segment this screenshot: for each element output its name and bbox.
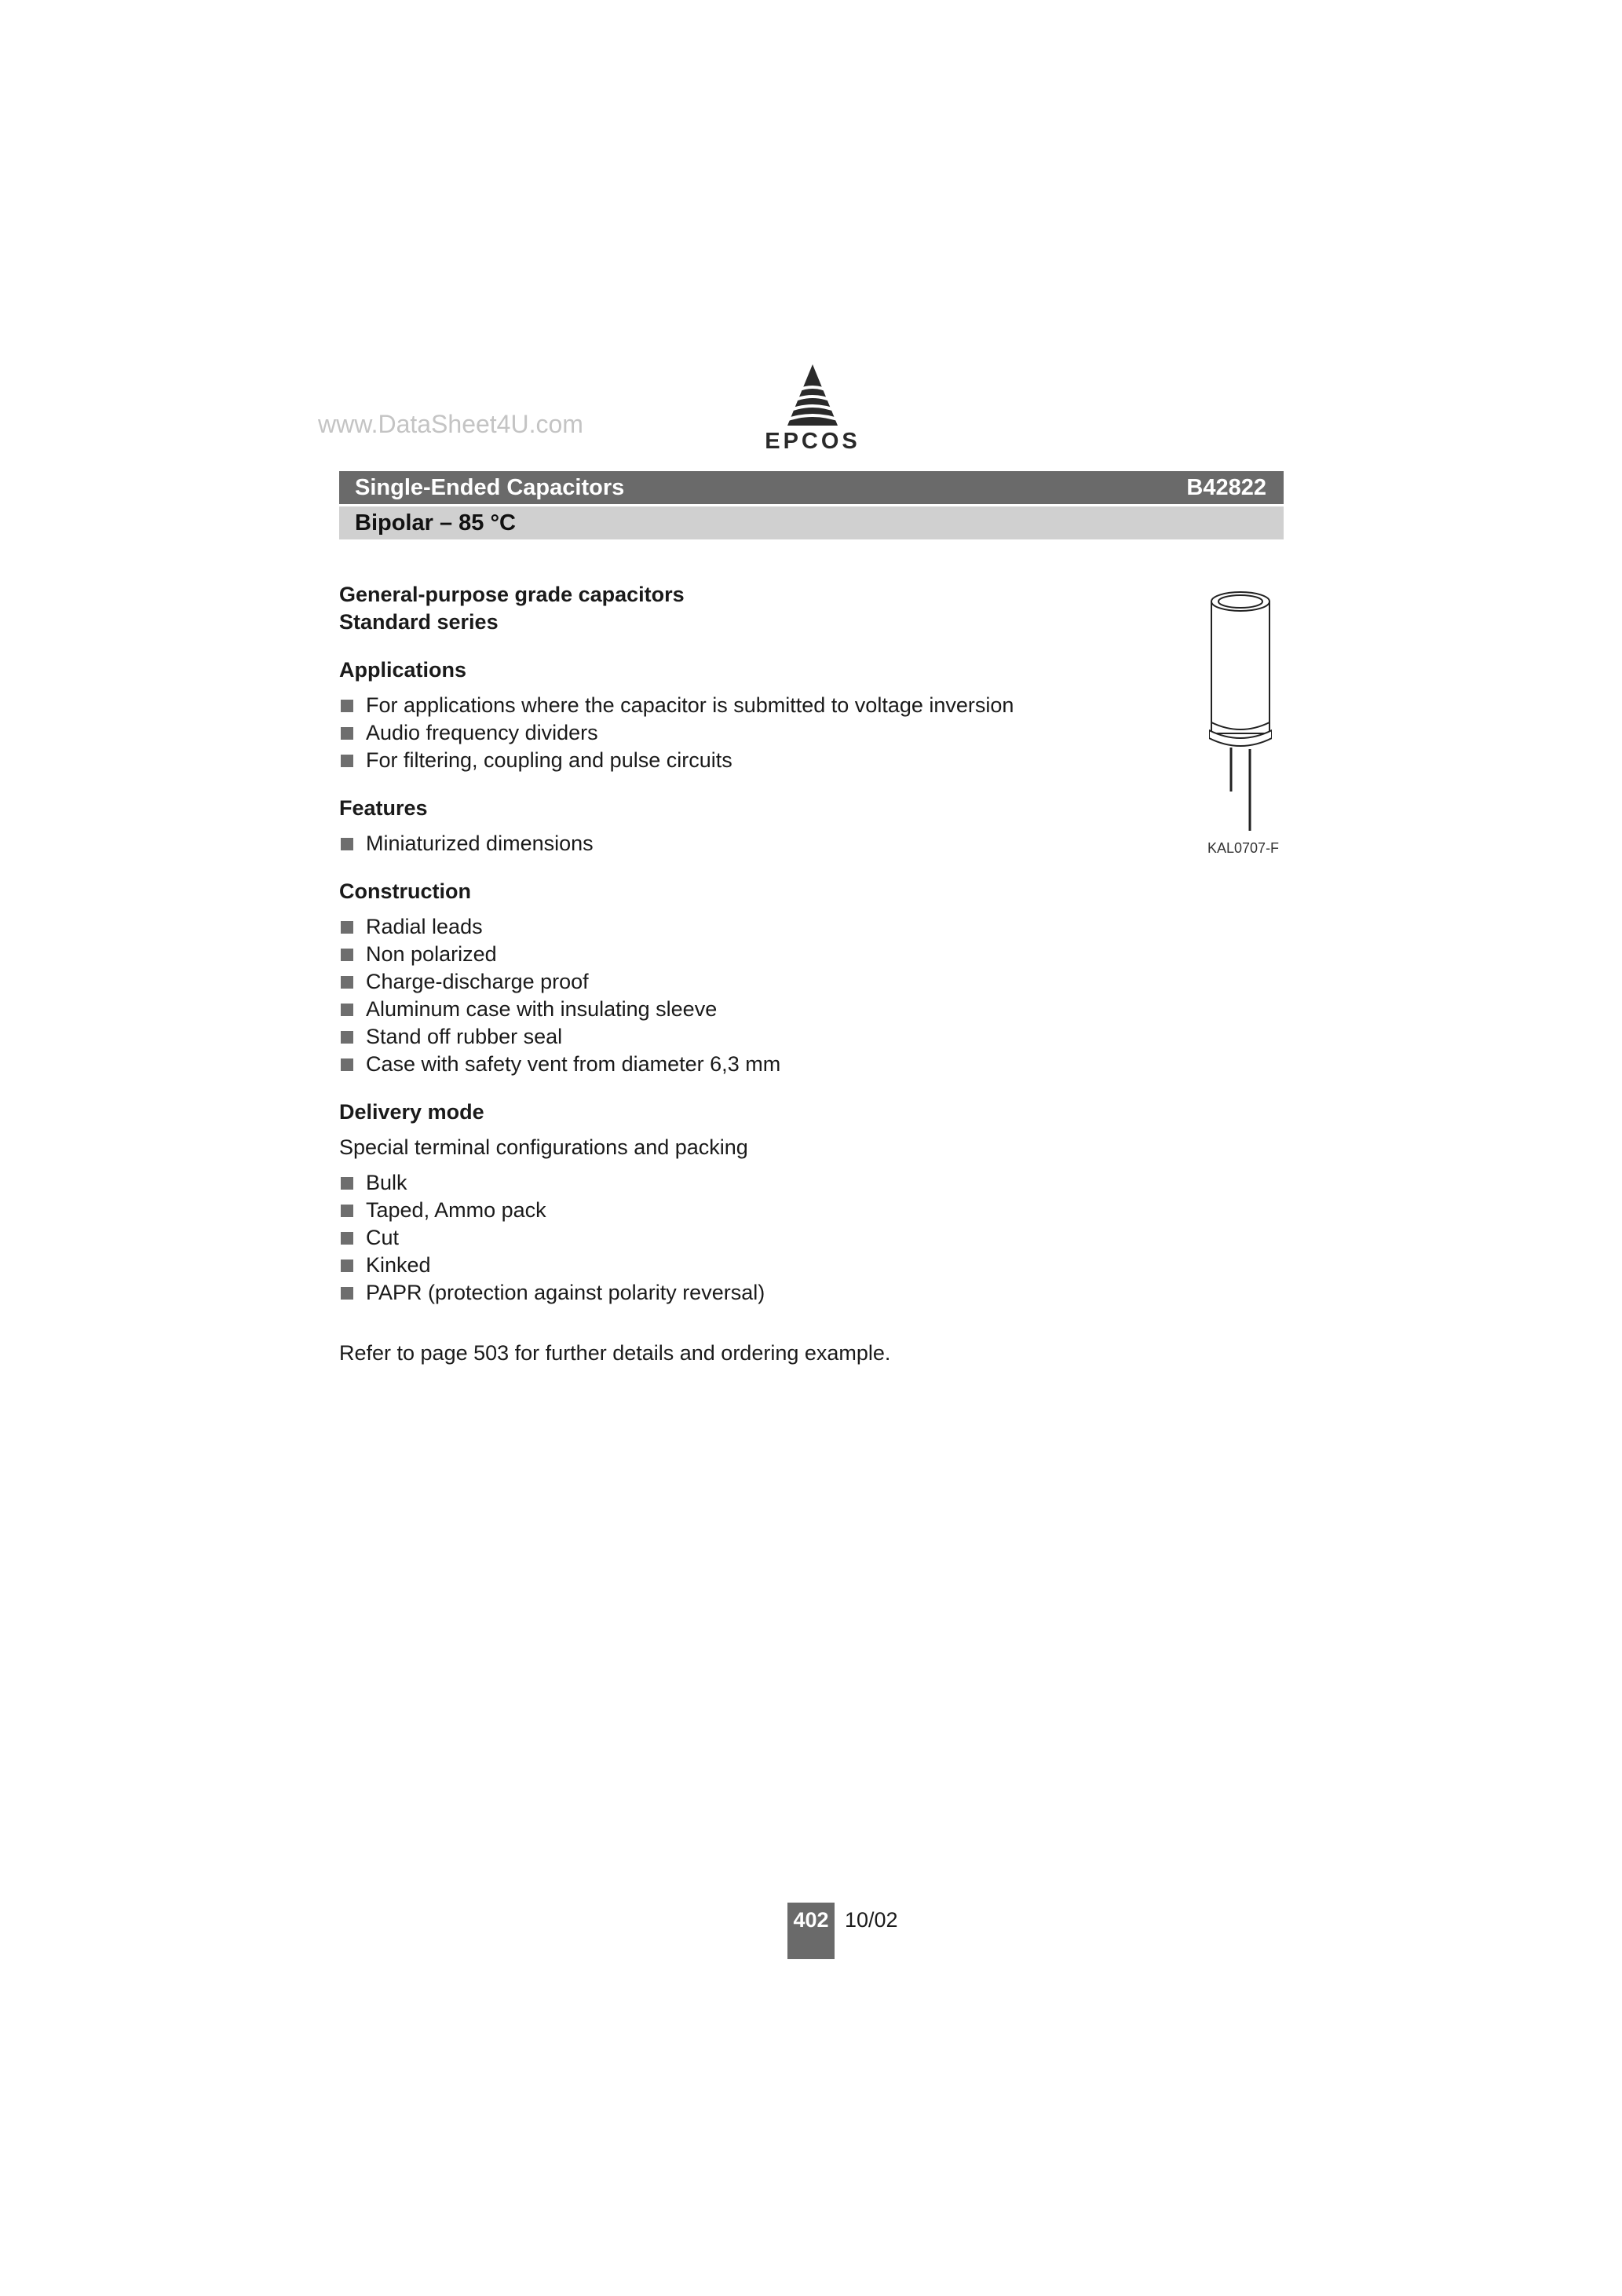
intro-line-2: Standard series (339, 610, 499, 634)
reference-note: Refer to page 503 for further details and ordering example. (339, 1341, 891, 1365)
part-number: B42822 (1186, 475, 1266, 500)
list-item: Non polarized (339, 941, 1124, 968)
capacitor-illustration (1209, 590, 1272, 834)
list-item: Cut (339, 1224, 1124, 1252)
capacitor-icon (1209, 590, 1272, 834)
features-heading: Features (339, 796, 428, 820)
list-item: Taped, Ammo pack (339, 1197, 1124, 1224)
delivery-description: Special terminal configurations and packing (339, 1135, 748, 1159)
list-item: For filtering, coupling and pulse circuits (339, 747, 1124, 774)
construction-list (339, 913, 1124, 1078)
list-item: Stand off rubber seal (339, 1023, 1124, 1051)
applications-heading: Applications (339, 658, 467, 682)
epcos-logo (762, 363, 864, 457)
header-title: Single-Ended Capacitors (355, 475, 625, 500)
page-number: 402 (787, 1903, 835, 1959)
list-item: Aluminum case with insulating sleeve (339, 996, 1124, 1023)
issue-date: 10/02 (845, 1908, 898, 1932)
list-item: Charge-discharge proof (339, 968, 1124, 996)
header-bar (339, 471, 1284, 504)
list-item: Kinked (339, 1252, 1124, 1279)
brand-name: EPCOS (765, 429, 860, 454)
list-item: Miniaturized dimensions (339, 830, 1124, 857)
list-item: Radial leads (339, 913, 1124, 941)
delivery-heading: Delivery mode (339, 1100, 484, 1124)
features-list (339, 830, 1124, 857)
epcos-logo-icon (762, 363, 864, 429)
list-item: Audio frequency dividers (339, 719, 1124, 747)
list-item: Bulk (339, 1169, 1124, 1197)
list-item: PAPR (protection against polarity reversal) (339, 1279, 1124, 1307)
construction-heading: Construction (339, 879, 471, 903)
watermark-text: www.DataSheet4U.com (318, 410, 583, 438)
main-content (339, 581, 1124, 1388)
list-item: Case with safety vent from diameter 6,3 mm (339, 1051, 1124, 1078)
delivery-list (339, 1169, 1124, 1307)
applications-list (339, 692, 1124, 774)
figure-label: KAL0707-F (1207, 840, 1280, 856)
subheader-bar (339, 506, 1284, 539)
intro-line-1: General-purpose grade capacitors (339, 583, 685, 606)
header-subtitle: Bipolar – 85 °C (355, 510, 516, 536)
list-item: For applications where the capacitor is submitted to voltage inversion (339, 692, 1124, 719)
